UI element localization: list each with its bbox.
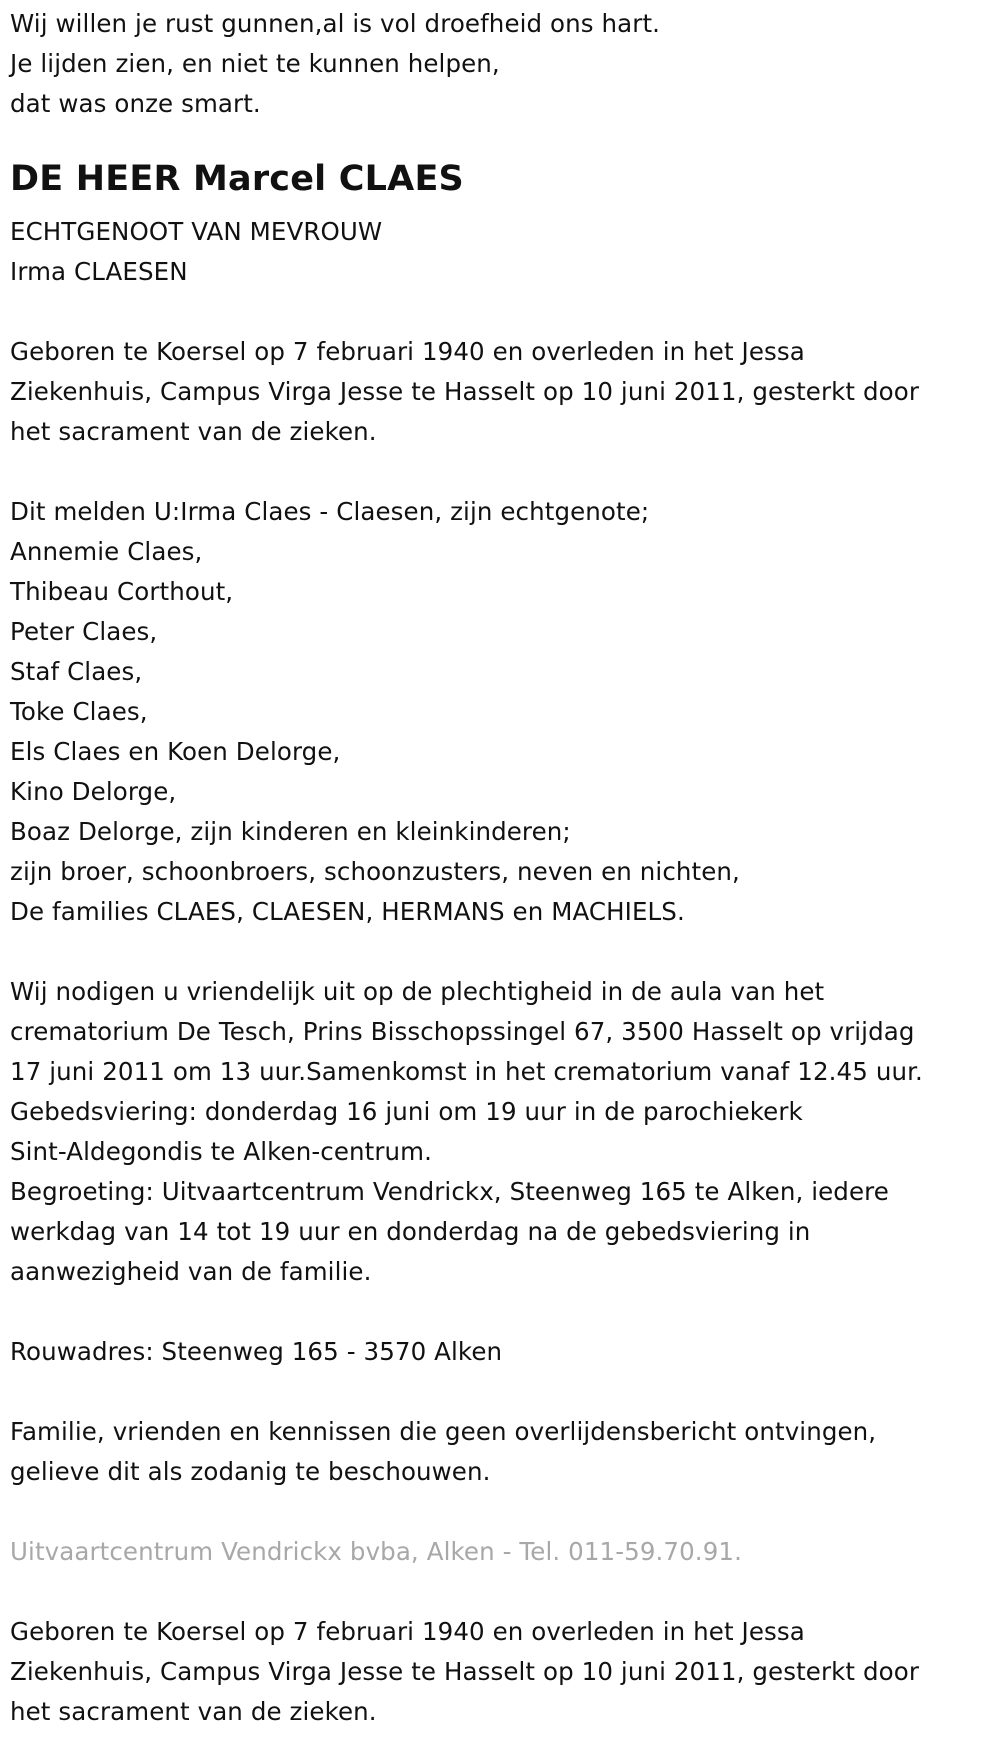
announcer-line: Kino Delorge, (10, 777, 177, 806)
announcer-line: Thibeau Corthout, (10, 577, 234, 606)
poem-line: Je lijden zien, en niet te kunnen helpen, (10, 49, 500, 78)
spouse-name: Irma CLAESEN (10, 257, 188, 286)
obituary-page (0, 4, 1000, 1732)
birth-death-line: het sacrament van de zieken. (10, 1697, 377, 1726)
announcer-line: De families CLAES, CLAESEN, HERMANS en MACHIELS. (10, 897, 685, 926)
birth-death-block (10, 332, 990, 452)
poem-line: dat was onze smart. (10, 89, 261, 118)
ceremony-line: aanwezigheid van de familie. (10, 1257, 372, 1286)
birth-death-line: het sacrament van de zieken. (10, 417, 377, 446)
ceremony-line: Gebedsviering: donderdag 16 juni om 19 uur in de parochiekerk (10, 1097, 803, 1126)
ceremony-line: werkdag van 14 tot 19 uur en donderdag na de gebedsviering in (10, 1217, 811, 1246)
poem (10, 4, 990, 124)
deceased-name: DE HEER Marcel CLAES (10, 159, 464, 199)
announcer-line: Staf Claes, (10, 657, 143, 686)
announcer-line: Peter Claes, (10, 617, 158, 646)
announcers-block (10, 492, 990, 932)
relation-label: ECHTGENOOT VAN MEVROUW (10, 217, 383, 246)
birth-death-line: Geboren te Koersel op 7 februari 1940 en overleden in het Jessa (10, 1617, 805, 1646)
notice-line: gelieve dit als zodanig te beschouwen. (10, 1457, 491, 1486)
announcer-line: Dit melden U:Irma Claes - Claesen, zijn echtgenote; (10, 497, 650, 526)
birth-death-line: Ziekenhuis, Campus Virga Jesse te Hasselt op 10 juni 2011, gesterkt door (10, 1657, 920, 1686)
birth-death-line: Geboren te Koersel op 7 februari 1940 en overleden in het Jessa (10, 337, 805, 366)
announcer-line: Annemie Claes, (10, 537, 203, 566)
funeral-home-credit: Uitvaartcentrum Vendrickx bvba, Alken - Tel. 011-59.70.91. (10, 1537, 742, 1566)
notice-block (10, 1412, 990, 1492)
notice-line: Familie, vrienden en kennissen die geen overlijdensbericht ontvingen, (10, 1417, 877, 1446)
poem-line: Wij willen je rust gunnen,al is vol droefheid ons hart. (10, 9, 661, 38)
ceremony-line: Begroeting: Uitvaartcentrum Vendrickx, Steenweg 165 te Alken, iedere (10, 1177, 889, 1206)
ceremony-line: Sint-Aldegondis te Alken-centrum. (10, 1137, 432, 1166)
ceremony-line: 17 juni 2011 om 13 uur.Samenkomst in het crematorium vanaf 12.45 uur. (10, 1057, 923, 1086)
ceremony-block (10, 972, 990, 1292)
birth-death-line: Ziekenhuis, Campus Virga Jesse te Hasselt op 10 juni 2011, gesterkt door (10, 377, 920, 406)
announcer-line: Toke Claes, (10, 697, 148, 726)
ceremony-line: Wij nodigen u vriendelijk uit op de plechtigheid in de aula van het (10, 977, 825, 1006)
ceremony-line: crematorium De Tesch, Prins Bisschopssingel 67, 3500 Hasselt op vrijdag (10, 1017, 915, 1046)
mourning-address: Rouwadres: Steenweg 165 - 3570 Alken (10, 1337, 503, 1366)
announcer-line: zijn broer, schoonbroers, schoonzusters, neven en nichten, (10, 857, 740, 886)
announcer-line: Boaz Delorge, zijn kinderen en kleinkinderen; (10, 817, 571, 846)
announcer-line: Els Claes en Koen Delorge, (10, 737, 341, 766)
birth-death-repeat-block (10, 1612, 990, 1732)
